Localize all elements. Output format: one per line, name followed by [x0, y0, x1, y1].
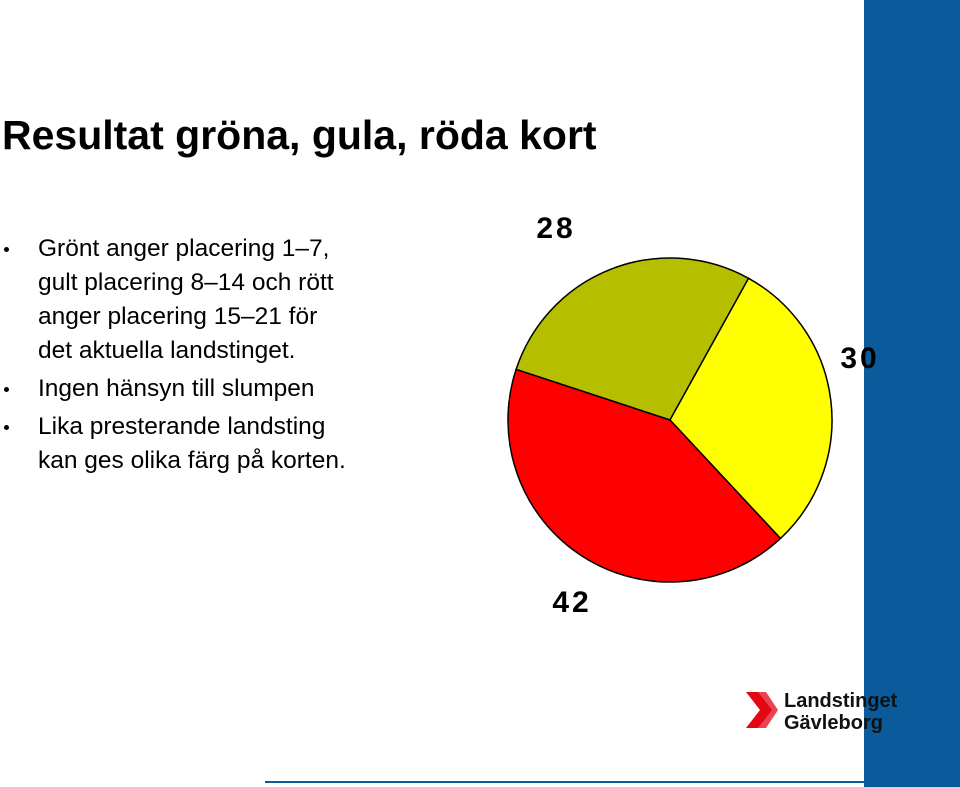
pie-data-label: 30: [840, 342, 880, 375]
bullet-text: Grönt anger placering 1–7, gult placering 8–14 och rött anger placering 15–21 för det aktuella landstinget.: [38, 235, 334, 364]
bullet-text: Lika presterande landsting kan ges olika färg på korten.: [38, 413, 346, 474]
logo-text: Landstinget Gävleborg: [784, 690, 898, 734]
logo-mark-icon: [744, 688, 780, 732]
pie-data-label: 42: [552, 586, 592, 619]
slide-title: Resultat gröna, gula, röda kort: [2, 112, 597, 158]
landstinget-logo: [744, 688, 914, 738]
bullet-text: Ingen hänsyn till slumpen: [38, 375, 315, 402]
pie-data-label: 28: [536, 212, 576, 245]
